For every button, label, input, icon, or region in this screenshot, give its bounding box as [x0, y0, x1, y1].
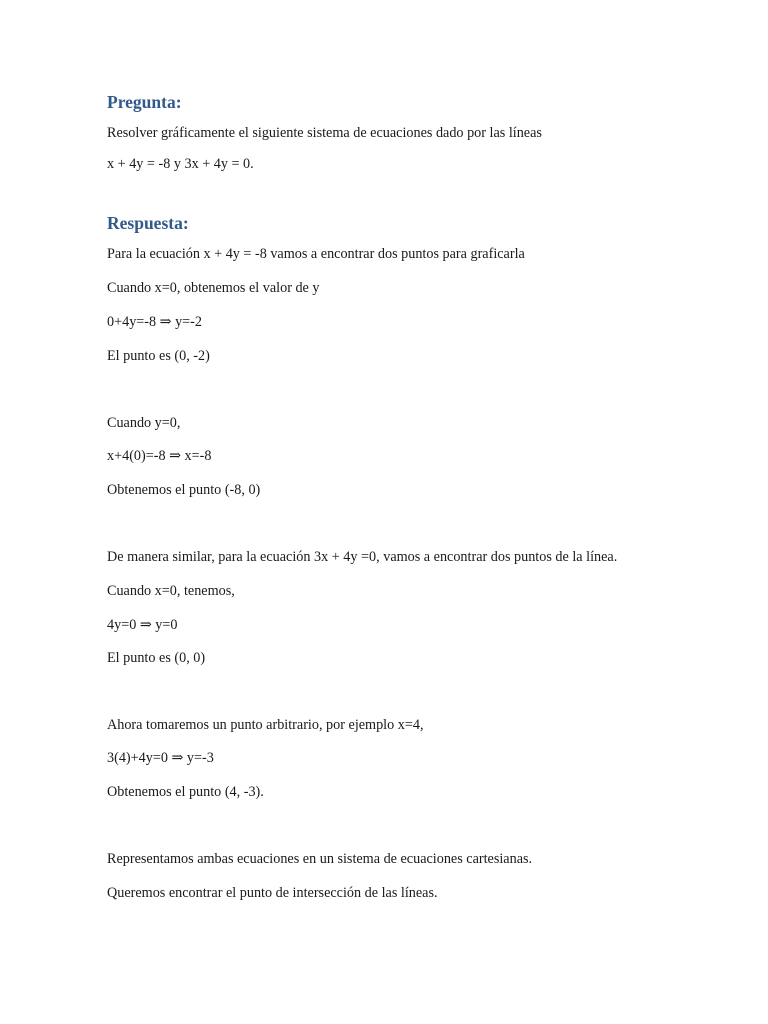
- answer-line: Obtenemos el punto (-8, 0): [107, 482, 261, 498]
- answer-line: Representamos ambas ecuaciones en un sistema de ecuaciones cartesianas.: [107, 851, 533, 867]
- answer-line: De manera similar, para la ecuación 3x + 4y =0, vamos a encontrar dos puntos de la línea.: [107, 549, 618, 565]
- answer-line: Ahora tomaremos un punto arbitrario, por ejemplo x=4,: [107, 717, 424, 733]
- question-text: Resolver gráficamente el siguiente sistema de ecuaciones dado por las líneas: [107, 125, 542, 141]
- answer-line: Cuando x=0, obtenemos el valor de y: [107, 280, 320, 296]
- answer-line: Cuando y=0,: [107, 415, 181, 431]
- answer-line: Obtenemos el punto (4, -3).: [107, 784, 264, 800]
- answer-line: Queremos encontrar el punto de intersección de las líneas.: [107, 885, 438, 901]
- question-heading: Pregunta:: [107, 92, 182, 112]
- answer-line: El punto es (0, 0): [107, 650, 206, 666]
- answer-line: x+4(0)=-8 ⇒ x=-8: [107, 448, 212, 464]
- answer-line: El punto es (0, -2): [107, 348, 210, 364]
- answer-line: Cuando x=0, tenemos,: [107, 583, 235, 599]
- answer-line: 3(4)+4y=0 ⇒ y=-3: [107, 750, 214, 766]
- answer-line: 0+4y=-8 ⇒ y=-2: [107, 314, 202, 330]
- answer-line: Para la ecuación x + 4y = -8 vamos a encontrar dos puntos para graficarla: [107, 246, 525, 262]
- answer-line: 4y=0 ⇒ y=0: [107, 617, 178, 633]
- answer-heading: Respuesta:: [107, 213, 189, 233]
- question-equations: x + 4y = -8 y 3x + 4y = 0.: [107, 156, 254, 172]
